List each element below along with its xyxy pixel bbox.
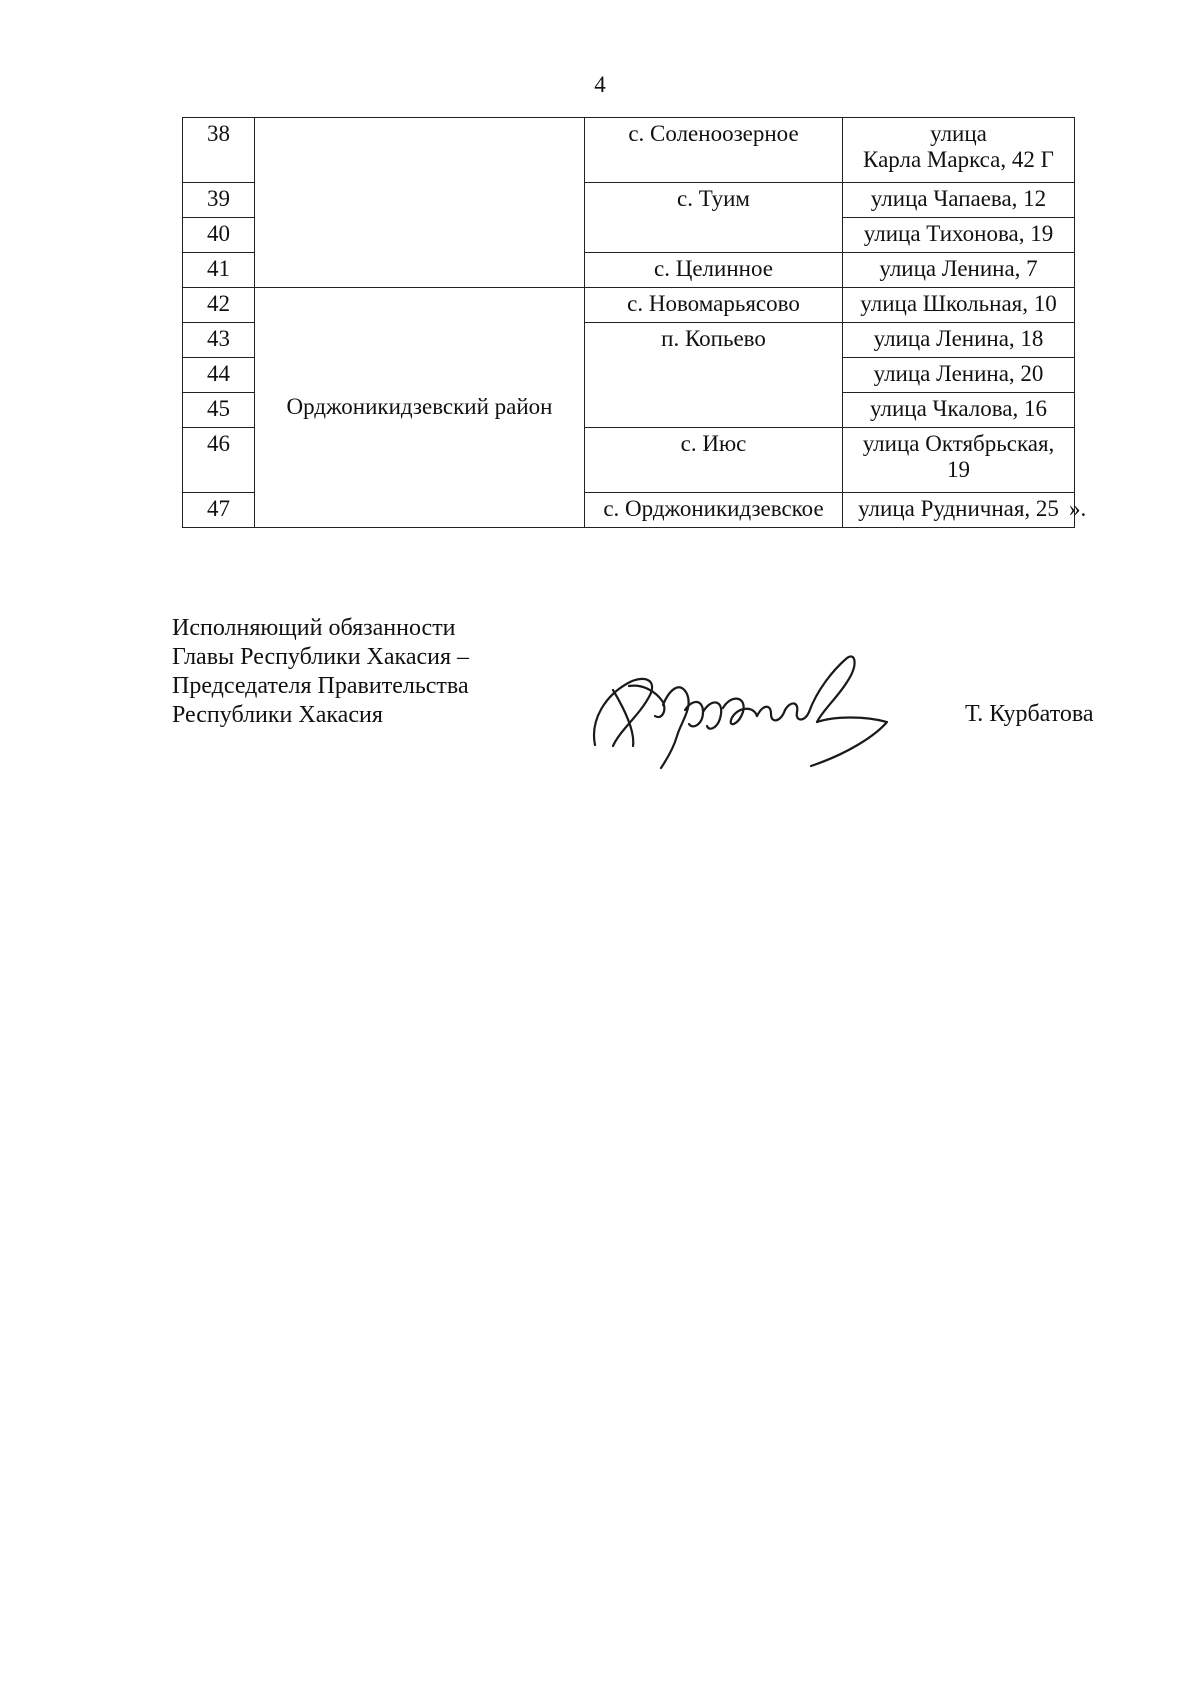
address-cell: улица Тихонова, 19 [843, 218, 1075, 253]
district-cell: Орджоникидзевский район [255, 288, 585, 528]
signatory-title-line: Главы Республики Хакасия – [172, 644, 470, 670]
table-row [183, 118, 1075, 183]
address-cell [843, 428, 1075, 493]
page-number: 4 [594, 72, 606, 97]
signatory-title-line: Республики Хакасия [172, 702, 383, 728]
settlement-cell: с. Новомарьясово [585, 288, 843, 323]
row-number-cell: 47 [183, 493, 255, 528]
settlement-cell: п. Копьево [585, 323, 843, 428]
row-number-cell: 46 [183, 428, 255, 493]
row-number-cell: 39 [183, 183, 255, 218]
address-cell [843, 118, 1075, 183]
address-cell: улица Чкалова, 16 [843, 393, 1075, 428]
address-line: улица Октябрьская, 19 [862, 431, 1055, 482]
settlement-cell: с. Соленоозерное [585, 118, 843, 183]
handwritten-signature [585, 650, 895, 770]
row-number-cell: 41 [183, 253, 255, 288]
signatory-title-line: Председателя Правительства [172, 673, 469, 699]
address-cell: улица Школьная, 10 [843, 288, 1075, 323]
row-number-cell: 44 [183, 358, 255, 393]
row-number-cell: 43 [183, 323, 255, 358]
address-cell: улица Чапаева, 12 [843, 183, 1075, 218]
address-line: улица Карла Маркса, 42 Г [863, 121, 1054, 172]
settlement-cell: с. Целинное [585, 253, 843, 288]
row-number-cell: 45 [183, 393, 255, 428]
row-number-cell: 40 [183, 218, 255, 253]
settlement-cell: с. Туим [585, 183, 843, 253]
address-cell: улица Ленина, 18 [843, 323, 1075, 358]
table-row [183, 288, 1075, 323]
address-cell: улица Рудничная, 25 [843, 493, 1075, 528]
address-cell: улица Ленина, 7 [843, 253, 1075, 288]
signatory-title-line: Исполняющий обязанности [172, 615, 456, 641]
row-number-cell: 42 [183, 288, 255, 323]
row-number-cell: 38 [183, 118, 255, 183]
signature-block [172, 614, 469, 730]
address-cell: улица Ленина, 20 [843, 358, 1075, 393]
closing-quote: ». [1069, 496, 1087, 521]
district-cell [255, 118, 585, 288]
polling-stations-table [182, 117, 1075, 528]
settlement-cell: с. Июс [585, 428, 843, 493]
settlement-cell: с. Орджоникидзевское [585, 493, 843, 528]
signer-name: Т. Курбатова [965, 701, 1094, 727]
